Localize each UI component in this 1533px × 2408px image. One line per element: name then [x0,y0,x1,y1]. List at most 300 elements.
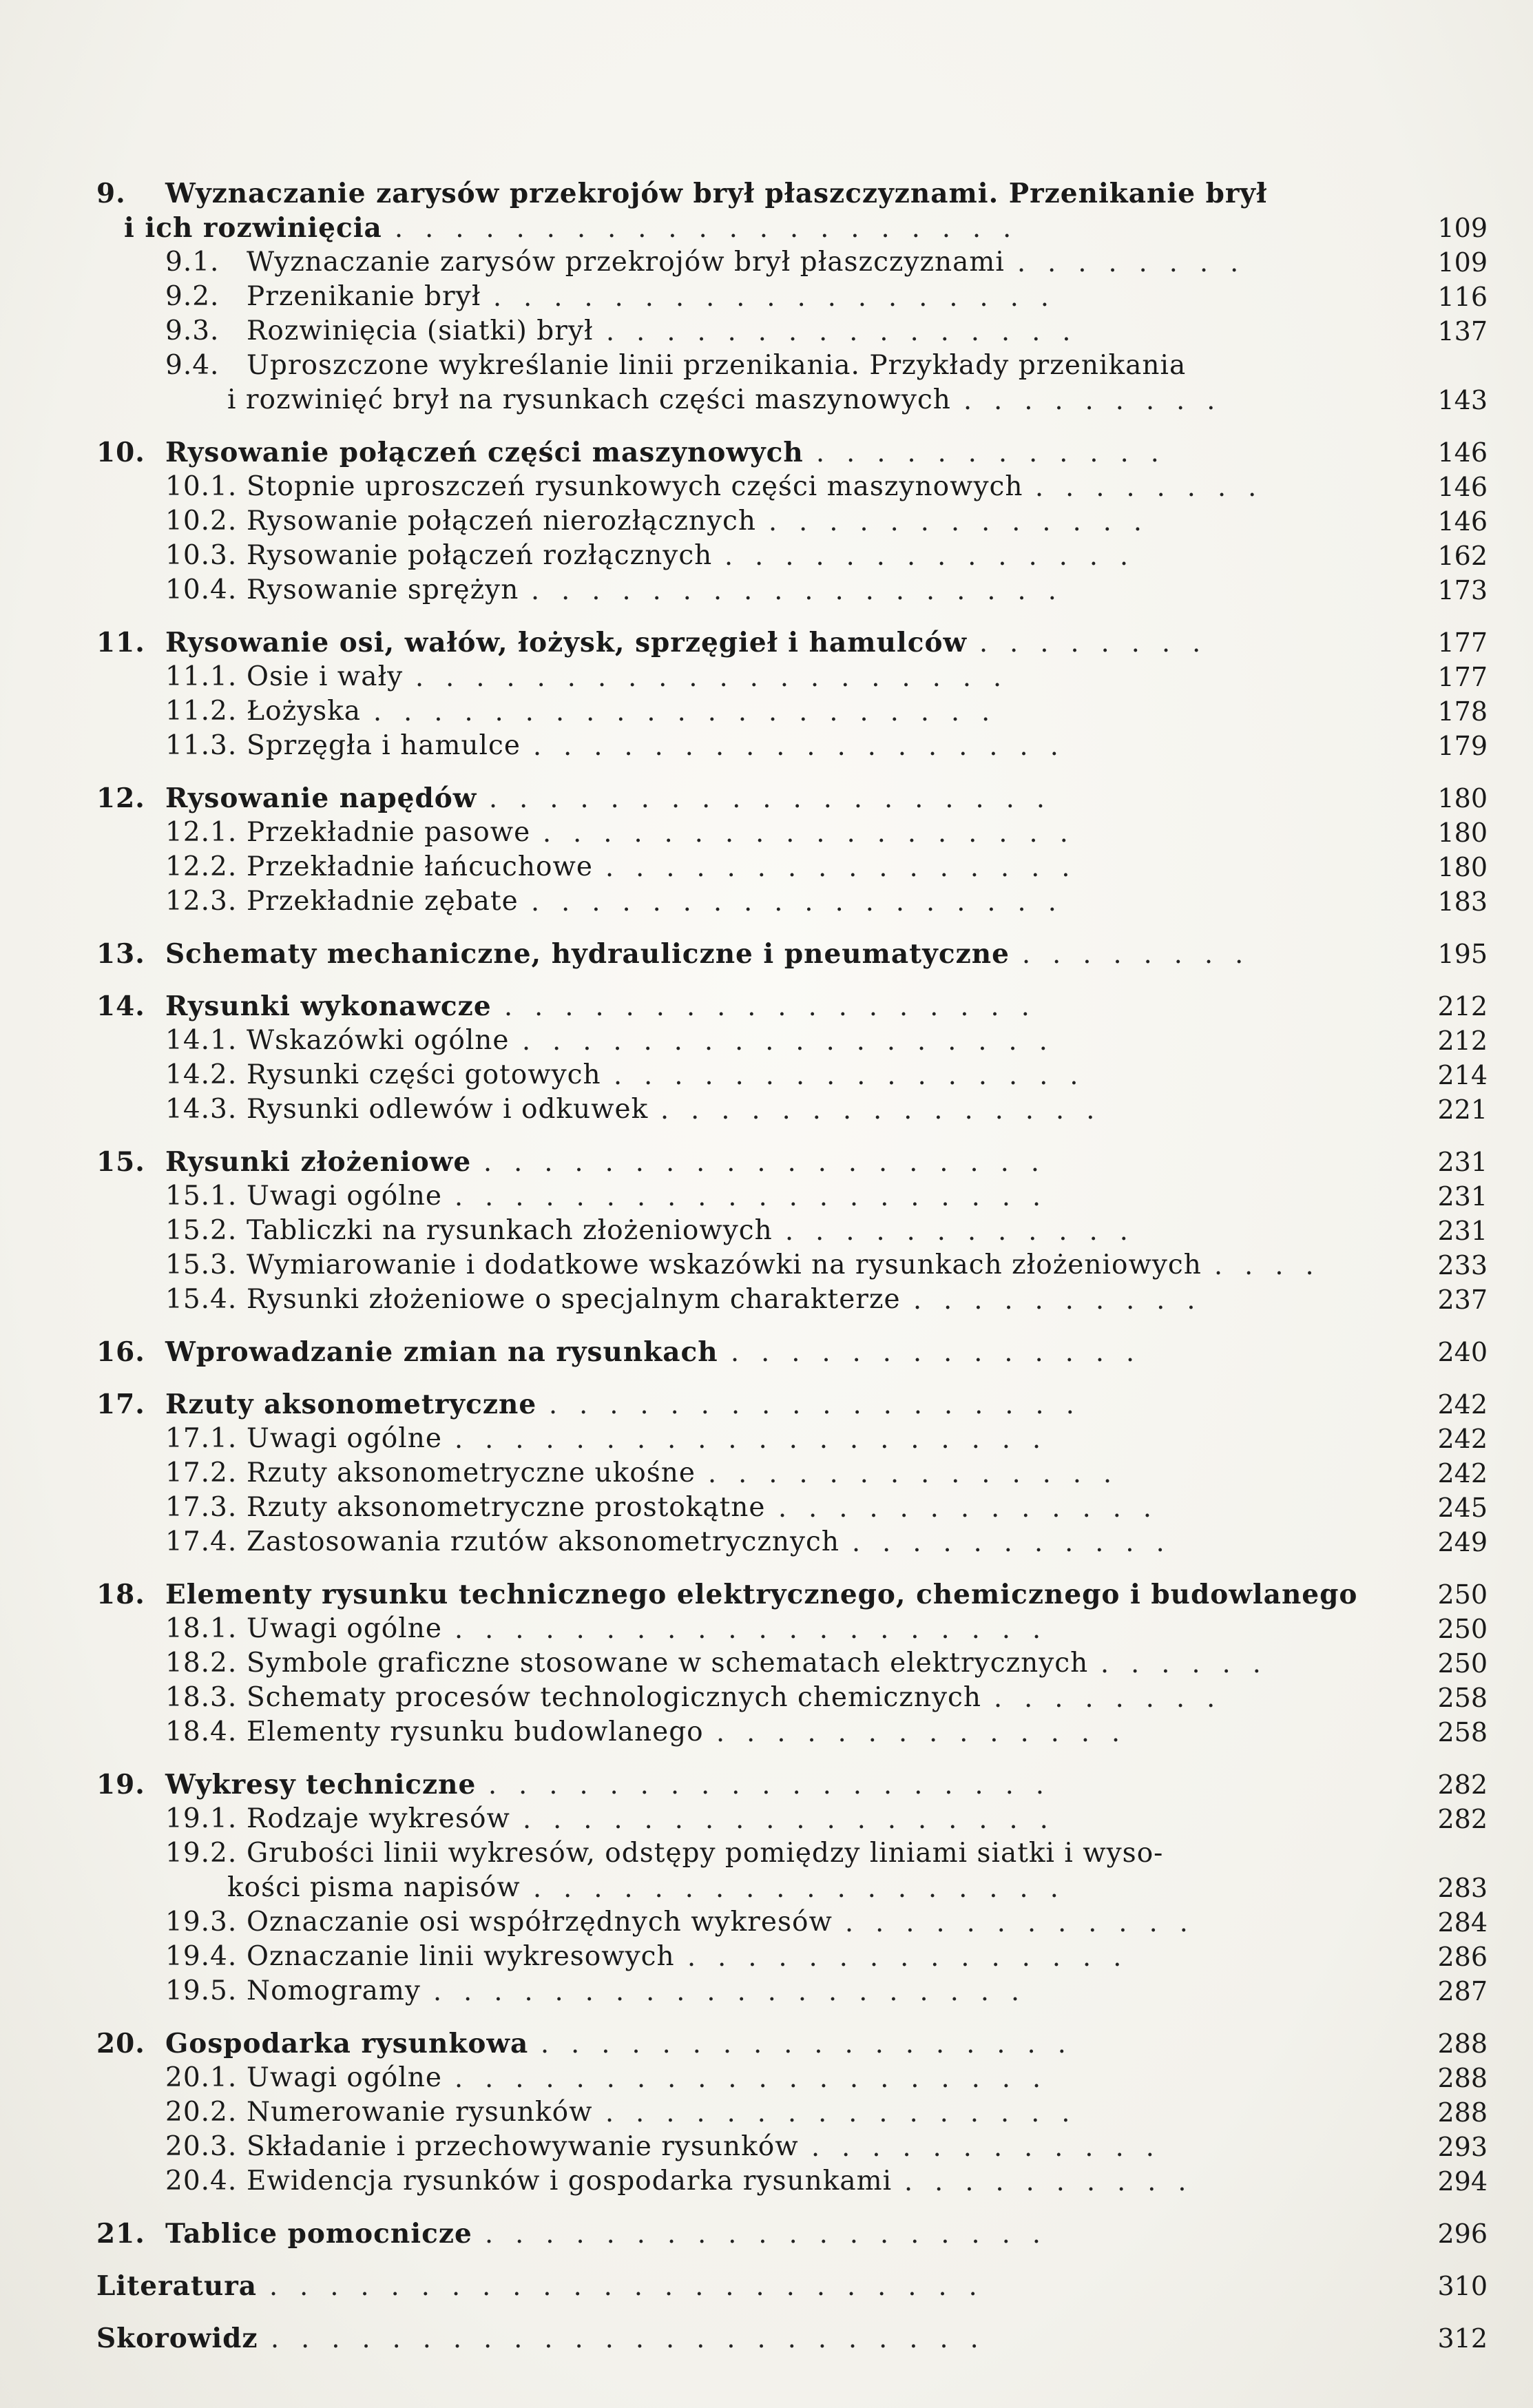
leader-dots: . . . . . . . . . . . . . . . . . . [533,1873,1065,1903]
leader-dots: . . . . . . . . . . . . . . . . . . [533,731,1065,761]
toc-entry-number: 20.1. [165,2062,238,2093]
toc-entry-page: 296 [1437,2219,1488,2249]
toc-entry-text [227,1871,521,1905]
toc-entry-page: 183 [1437,886,1488,917]
toc-entry-title: Łożyska [247,696,362,727]
toc-entry-title: Rysunki wykonawcze [165,990,492,1022]
toc-entry-text [165,245,1005,280]
toc-entry-page: 284 [1437,1907,1488,1938]
toc-entry-text [96,781,477,816]
toc-entry-page: 250 [1437,1579,1488,1610]
toc-entry-number: 20.2. [165,2097,238,2128]
leader-dots: . . . . . . . . . . . . . . . . . . [541,2028,1073,2059]
toc-entry-number: 11. [96,627,145,658]
toc-entry-page: 195 [1437,939,1488,969]
toc-entry-title: Rysowanie połączeń nierozłącznych [247,506,756,537]
toc-entry-number: 11.3. [165,730,238,761]
toc-entry-page: 288 [1437,2063,1488,2093]
toc-entry-number: 14.3. [165,1094,238,1125]
toc-entry-text [165,2095,593,2130]
leader-dots: . . . . . . . . . . . . . . . . . . . [488,1769,1051,1800]
toc-entry [96,1179,1488,1214]
toc-entry-number: 13. [96,938,145,970]
leader-dots: . . . . . . [1101,1648,1268,1679]
leader-dots: . . . . . . . . . . . . [816,437,1166,468]
toc-entry-page: 231 [1437,1147,1488,1177]
toc-entry-title: i ich rozwinięcia [124,212,382,244]
toc-entry-number: 10.1. [165,471,238,502]
toc-entry-text [165,884,519,919]
toc-entry-text [165,1612,442,1646]
toc-entry-page: 116 [1437,282,1488,312]
toc-entry [96,1214,1488,1248]
toc-entry-page: 146 [1437,437,1488,468]
toc-entry-title: Skorowidz [96,2323,258,2354]
leader-dots: . . . . . . . . . . . . . . . . [605,2097,1077,2128]
toc-entry-page: 179 [1437,731,1488,761]
toc-entry-number: 12.3. [165,886,238,917]
toc-entry-text [165,1491,766,1525]
leader-dots: . . . . . . . . . . . . . . . [687,1942,1129,1972]
toc-entry [96,2130,1488,2164]
toc-entry [96,729,1488,763]
toc-entry-text [165,1024,510,1058]
toc-entry [96,1387,1488,1422]
toc-entry-page: 282 [1437,1804,1488,1834]
toc-entry-number: 20.3. [165,2131,238,2162]
toc-entry-page: 242 [1437,1424,1488,1454]
toc-entry-page: 146 [1437,506,1488,537]
toc-entry-number: 11.2. [165,696,238,727]
toc-entry-title: Schematy mechaniczne, hydrauliczne i pneumatyczne [165,938,1010,970]
toc-entry-number: 10.3. [165,540,238,571]
toc-entry [96,1283,1488,1317]
toc-entry-page: 137 [1437,316,1488,346]
leader-dots: . . . . . . . . . . . . . . . [660,1094,1102,1125]
toc-entry [96,1646,1488,1681]
toc-entry-text [96,176,1267,211]
toc-entry-number: 9.1. [165,247,220,278]
toc-entry-page: 258 [1437,1717,1488,1747]
toc-entry-text [165,1283,901,1317]
toc-entry-text [165,694,361,729]
toc-entry [96,1681,1488,1715]
leader-dots: . . . . . . . . [994,1683,1222,1713]
toc-entry-number: 16. [96,1336,145,1368]
toc-entry [96,1024,1488,1058]
toc-entry-page: 237 [1437,1285,1488,1315]
toc-entry-title: Sprzęgła i hamulce [247,730,521,761]
toc-entry-page: 146 [1437,472,1488,502]
toc-entry-title: Tablice pomocnicze [165,2218,472,2250]
leader-dots: . . . . . . . . [1035,472,1264,502]
toc-entry-text [165,1715,704,1750]
toc-entry-page: 242 [1437,1458,1488,1488]
toc-entry [96,383,1488,417]
toc-entry-title: Elementy rysunku budowlanego [247,1716,704,1747]
toc-entry [96,2321,1488,2356]
toc-entry-text [96,1577,1357,1612]
toc-entry-title: Przekładnie pasowe [247,817,531,848]
toc-entry-title: Przekładnie łańcuchowe [247,851,593,882]
toc-entry-title: Uwagi ogólne [247,1613,442,1644]
toc-entry [96,1422,1488,1456]
leader-dots: . . . . . . . . . . . . . . . . . . . . [433,1976,1027,2006]
toc-entry-page: 294 [1437,2166,1488,2197]
toc-entry [96,884,1488,919]
toc-entry-title: Tabliczki na rysunkach złożeniowych [247,1215,773,1246]
toc-entry-text [96,625,967,660]
toc-entry [96,1577,1488,1612]
leader-dots: . . . . . . . . . . . . . . . . . . . . . . . . [269,2271,984,2301]
toc-entry-title: Rozwinięcia (siatki) brył [247,315,594,346]
toc-entry-page: 143 [1437,385,1488,415]
toc-entry-number: 18.3. [165,1682,238,1713]
toc-entry-page: 240 [1437,1337,1488,1367]
toc-entry [96,937,1488,971]
toc-entry [96,470,1488,504]
toc-entry-title: Rzuty aksonometryczne prostokątne [247,1492,766,1523]
toc-entry-text [165,1974,421,2009]
toc-entry-title: Rysowanie napędów [165,782,477,814]
toc-entry-number: 19.3. [165,1907,238,1938]
toc-entry-number: 15. [96,1146,145,1178]
toc-entry-title: Ewidencja rysunków i gospodarka rysunkami [247,2166,893,2197]
leader-dots: . . . . . . . . . . . . . . . . . . . . . . . . [271,2323,985,2354]
leader-dots: . . . . . . . . . [963,385,1222,415]
toc-entry-number: 15.2. [165,1215,238,1246]
toc-entry-number: 19. [96,1769,145,1800]
leader-dots: . . . . . . . . [1017,247,1246,278]
toc-entry-title: Wprowadzanie zmian na rysunkach [165,1336,718,1368]
toc-entry-text [165,1646,1088,1681]
leader-dots: . . . . . . . . . . . . . . . . . . . [483,1147,1046,1177]
toc-entry-page: 212 [1437,1026,1488,1056]
toc-entry-text [165,1179,442,1214]
leader-dots: . . . . . . . . . . . . . . . . . . . [485,2219,1047,2249]
toc-entry-title: Rysunki złożeniowe [165,1146,472,1178]
toc-entry-page: 177 [1437,662,1488,692]
toc-entry-text [165,1836,1163,1871]
leader-dots: . . . . . . . . . . . . . . . . . . . [493,282,1056,312]
leader-dots: . . . . . . . . . . . . [845,1907,1195,1938]
toc-entry-text [165,1092,648,1127]
toc-entry-text [165,2164,892,2199]
leader-dots: . . . . . . . . . . . . . . . . . . [543,818,1075,848]
leader-dots: . . . . . . . . [1022,939,1251,969]
toc-entry-number: 15.3. [165,1249,238,1280]
toc-entry-text [165,1681,981,1715]
toc-entry-title: Grubości linii wykresów, odstępy pomiędzy liniami siatki i wyso- [247,1838,1164,1869]
toc-entry-text [165,729,521,763]
toc-entry [96,1456,1488,1491]
toc-entry-title: Wymiarowanie i dodatkowe wskazówki na rysunkach złożeniowych [247,1249,1202,1280]
toc-entry [96,349,1488,383]
toc-entry-text [165,280,481,314]
toc-entry-page: 286 [1437,1942,1488,1972]
toc-entry [96,280,1488,314]
leader-dots: . . . . . . . . . . . . . . . . . . [531,886,1063,917]
table-of-contents [96,158,1488,2356]
toc-entry-number: 10.2. [165,506,238,537]
toc-entry-text [165,1456,696,1491]
toc-entry [96,314,1488,349]
toc-entry-number: 19.4. [165,1941,238,1972]
toc-entry-title: Rzuty aksonometryczne [165,1389,537,1420]
toc-entry-text [96,435,804,470]
toc-entry-number: 14.1. [165,1025,238,1056]
toc-entry-title: Rysowanie połączeń części maszynowych [165,437,804,468]
toc-entry-title: Uwagi ogólne [247,1181,442,1212]
toc-entry-page: 233 [1437,1250,1488,1280]
toc-entry-title: Rysunki części gotowych [247,1059,601,1090]
toc-entry-page: 288 [1437,2097,1488,2128]
toc-entry-page: 312 [1437,2323,1488,2354]
toc-entry-number: 12.2. [165,851,238,882]
toc-entry-text [165,314,594,349]
toc-entry [96,504,1488,539]
leader-dots: . . . . . . . . . . . . . . [731,1337,1142,1367]
toc-entry [96,1871,1488,1905]
leader-dots: . . . . . . . . . . [913,1285,1202,1315]
leader-dots: . . . . . . . . . . . . . . . . [605,852,1077,882]
toc-entry-title: Literatura [96,2270,258,2302]
toc-entry-text [96,937,1010,971]
toc-entry-text [165,470,1023,504]
leader-dots: . . . . . . . . . . [904,2166,1193,2197]
toc-entry [96,1715,1488,1750]
toc-entry-page: 212 [1437,991,1488,1021]
leader-dots: . . . . . . . . . . . . . . [724,541,1136,571]
toc-entry-page: 250 [1437,1614,1488,1644]
toc-entry-text [96,1387,536,1422]
leader-dots [1370,1577,1384,1612]
toc-entry-number: 12. [96,782,145,814]
toc-entry-title: Symbole graficzne stosowane w schematach elektrycznych [247,1648,1089,1679]
toc-entry-title: Oznaczanie osi współrzędnych wykresów [247,1907,833,1938]
toc-entry-number: 10.4. [165,574,238,605]
leader-dots: . . . . . . . . . . . . . . . . . . . . [415,662,1009,692]
toc-entry-page: 173 [1437,575,1488,605]
toc-entry-text [165,1525,840,1559]
toc-entry-number: 14.2. [165,1059,238,1090]
toc-entry-text [96,1145,471,1179]
toc-entry-page: 177 [1437,627,1488,658]
toc-entry-number: 12.1. [165,817,238,848]
toc-entry-page: 293 [1437,2132,1488,2162]
toc-entry-page: 288 [1437,2028,1488,2059]
toc-entry-number: 19.1. [165,1803,238,1834]
toc-entry-number: 17. [96,1389,145,1420]
toc-entry-number: 18.2. [165,1648,238,1679]
toc-entry [96,1092,1488,1127]
toc-entry-text [165,504,756,539]
leader-dots: . . . . . . . . . . . . . . . . . . [531,575,1063,605]
toc-entry-title: Uwagi ogólne [247,2062,442,2093]
toc-entry [96,1802,1488,1836]
toc-entry-title: kości pisma napisów [227,1872,521,1903]
toc-entry-text [96,1335,718,1369]
toc-entry-title: Rysunki złożeniowe o specjalnym charakterze [247,1284,901,1315]
toc-entry-page: 283 [1437,1873,1488,1903]
toc-entry-page: 231 [1437,1216,1488,1246]
leader-dots: . . . . . . . . . . . . . . . . . . . [489,783,1052,813]
toc-entry [96,989,1488,1024]
toc-entry [96,2026,1488,2061]
toc-entry [96,625,1488,660]
toc-entry-text [165,1802,510,1836]
toc-entry-number: 10. [96,437,145,468]
toc-entry-text [227,383,951,417]
toc-entry-number: 18.1. [165,1613,238,1644]
toc-entry-page: 109 [1437,213,1488,243]
toc-entry [96,2217,1488,2251]
toc-entry [96,2095,1488,2130]
toc-entry-number: 20. [96,2028,145,2059]
toc-entry-title: Gospodarka rysunkowa [165,2028,529,2059]
leader-dots: . . . . . . . . . . . . . . . . . . . . . [373,696,997,727]
toc-entry [96,1525,1488,1559]
toc-entry-text [96,2217,472,2251]
leader-dots: . . . . . . . . . . . . . . [708,1458,1119,1488]
leader-dots: . . . . . . . . . . . . . [778,1493,1158,1523]
toc-entry-number: 15.1. [165,1181,238,1212]
toc-entry-title: Zastosowania rzutów aksonometrycznych [247,1526,840,1557]
toc-entry [96,1335,1488,1369]
toc-entry [96,211,1488,245]
toc-entry-title: Przenikanie brył [247,281,481,312]
toc-entry [96,660,1488,694]
toc-entry [96,816,1488,850]
leader-dots: . . . . . . . . . . . . . . . . . . [523,1804,1055,1834]
toc-entry-title: Wykresy techniczne [165,1769,477,1800]
leader-dots: . . . . . . . . . . . . . . . . . . [504,991,1036,1021]
toc-entry-page: 180 [1437,783,1488,813]
toc-entry-page: 162 [1437,541,1488,571]
toc-entry-text [165,1422,442,1456]
toc-entry-page: 250 [1437,1648,1488,1679]
toc-entry-text [96,2321,258,2356]
toc-entry [96,539,1488,573]
toc-entry-number: 17.3. [165,1492,238,1523]
toc-entry-page: 245 [1437,1493,1488,1523]
toc-entry [96,1612,1488,1646]
leader-dots: . . . . . . . . [979,627,1208,658]
toc-entry [96,2269,1488,2303]
toc-entry [96,1058,1488,1092]
toc-entry [96,573,1488,608]
toc-entry-text [165,850,593,884]
toc-entry-title: Składanie i przechowywanie rysunków [247,2131,799,2162]
toc-entry-text [165,1905,833,1940]
toc-entry-page: 282 [1437,1769,1488,1800]
toc-entry-title: Rysowanie połączeń rozłącznych [247,540,713,571]
toc-entry [96,781,1488,816]
toc-entry-number: 11.1. [165,661,238,692]
toc-entry-text [165,1214,773,1248]
leader-dots: . . . . . . . . . . . . [785,1216,1135,1246]
toc-entry [96,1491,1488,1525]
toc-entry-page: 221 [1437,1094,1488,1125]
toc-entry-number: 9. [96,178,126,209]
toc-entry-page: 231 [1437,1181,1488,1212]
toc-entry [96,694,1488,729]
toc-entry-title: Oznaczanie linii wykresowych [247,1941,675,1972]
toc-entry-title: Wyznaczanie zarysów przekrojów brył płaszczyznami. Przenikanie brył [165,178,1268,209]
leader-dots: . . . . . . . . . . . . . . . . . . . . [455,1614,1048,1644]
toc-entry-text [165,349,1186,383]
toc-entry [96,1940,1488,1974]
toc-entry-title: Osie i wały [247,661,404,692]
toc-entry-text [96,1767,476,1802]
toc-entry-page: 180 [1437,818,1488,848]
toc-entry-text [165,816,530,850]
toc-entry-number: 18.4. [165,1716,238,1747]
toc-entry-title: Elementy rysunku technicznego elektrycznego, chemicznego i budowlanego [165,1579,1358,1610]
toc-entry-number: 9.4. [165,350,220,381]
toc-entry-title: Numerowanie rysunków [247,2097,593,2128]
toc-entry-text [165,2061,442,2095]
leader-dots: . . . . . . . . . . . . . . . . [614,1060,1085,1090]
leader-dots: . . . . . . . . . . . . . . [716,1717,1127,1747]
toc-entry-page: 242 [1437,1389,1488,1420]
toc-entry-text [165,1058,601,1092]
toc-entry-page: 287 [1437,1976,1488,2006]
toc-entry-title: Przekładnie zębate [247,886,519,917]
toc-entry-number: 18. [96,1579,145,1610]
toc-entry [96,245,1488,280]
toc-entry-text [165,1940,675,1974]
leader-dots: . . . . . . . . . . . . [811,2132,1161,2162]
toc-entry-title: Stopnie uproszczeń rysunkowych części maszynowych [247,471,1023,502]
toc-entry-number: 19.2. [165,1838,238,1869]
toc-entry-number: 17.4. [165,1526,238,1557]
toc-entry [96,1905,1488,1940]
toc-entry-title: Rysunki odlewów i odkuwek [247,1094,649,1125]
toc-entry-text [96,2269,257,2303]
toc-entry-text [165,573,519,608]
toc-entry-page: 310 [1437,2271,1488,2301]
toc-entry-title: Nomogramy [247,1975,421,2006]
toc-entry-number: 14. [96,990,145,1022]
toc-entry-text [124,211,382,245]
toc-entry [96,1145,1488,1179]
toc-entry-number: 17.2. [165,1457,238,1488]
toc-entry-text [165,660,403,694]
toc-entry-page: 178 [1437,696,1488,727]
toc-entry-text [165,1248,1202,1283]
leader-dots: . . . . . . . . . . . . . . . . . . . . [455,1181,1048,1212]
toc-entry [96,2164,1488,2199]
toc-entry-page: 109 [1437,247,1488,278]
toc-entry [96,1974,1488,2009]
toc-entry-title: Wyznaczanie zarysów przekrojów brył płaszczyznami [247,247,1005,278]
toc-entry-title: Rzuty aksonometryczne ukośne [247,1457,696,1488]
toc-entry-title: Rysowanie osi, wałów, łożysk, sprzęgieł i hamulców [165,627,968,658]
toc-entry-number: 9.3. [165,315,220,346]
toc-entry [96,1767,1488,1802]
toc-entry [96,176,1488,211]
toc-entry-text [165,539,712,573]
toc-entry [96,1248,1488,1283]
leader-dots: . . . . . . . . . . . . . . . . . . [549,1389,1081,1420]
toc-entry-number: 15.4. [165,1284,238,1315]
toc-entry [96,1836,1488,1871]
toc-entry-number: 17.1. [165,1423,238,1454]
leader-dots: . . . . . . . . . . . . . . . . . . . . [455,2063,1048,2093]
toc-entry [96,2061,1488,2095]
toc-entry-text [96,2026,528,2061]
